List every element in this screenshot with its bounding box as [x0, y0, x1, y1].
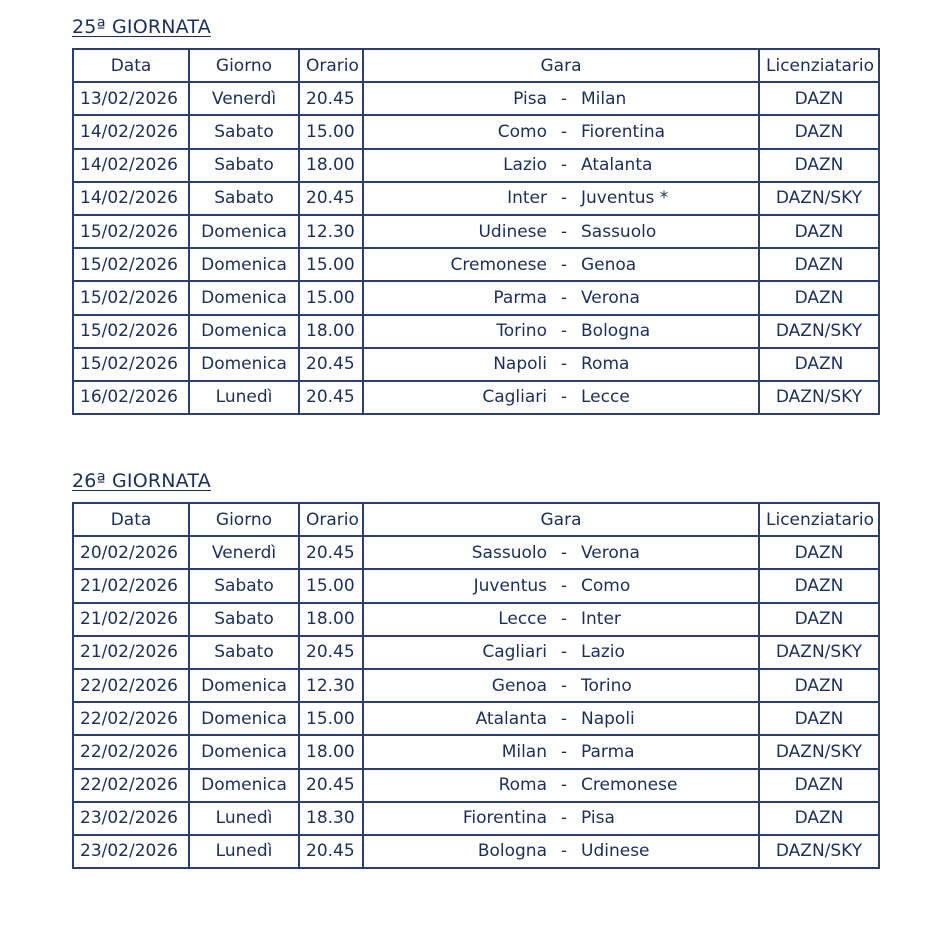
match-time: 12.30 — [299, 669, 363, 702]
match-broadcaster: DAZN — [759, 536, 879, 569]
match-separator: - — [560, 254, 568, 275]
schedule-table — [72, 502, 880, 869]
match-date: 22/02/2026 — [73, 669, 189, 702]
match-day: Lunedì — [189, 381, 299, 414]
away-team: Udinese — [581, 841, 650, 862]
match-separator: - — [560, 575, 568, 596]
match-day: Lunedì — [189, 802, 299, 835]
match-day: Sabato — [189, 115, 299, 148]
match-broadcaster: DAZN — [759, 248, 879, 281]
home-team: Lazio — [503, 155, 547, 176]
header-gara: Gara — [363, 503, 759, 536]
match-gara — [363, 569, 759, 602]
home-team: Cagliari — [482, 387, 547, 408]
match-date: 14/02/2026 — [73, 149, 189, 182]
match-broadcaster: DAZN — [759, 215, 879, 248]
match-gara — [363, 115, 759, 148]
header-row — [73, 49, 879, 82]
match-time: 15.00 — [299, 248, 363, 281]
header-row — [73, 503, 879, 536]
match-time: 12.30 — [299, 215, 363, 248]
match-day: Domenica — [189, 735, 299, 768]
match-gara — [363, 315, 759, 348]
match-day: Sabato — [189, 149, 299, 182]
match-separator: - — [560, 287, 568, 308]
match-date: 15/02/2026 — [73, 281, 189, 314]
away-team: Cremonese — [581, 775, 678, 796]
home-team: Udinese — [478, 221, 547, 242]
match-date: 15/02/2026 — [73, 248, 189, 281]
match-broadcaster: DAZN — [759, 669, 879, 702]
away-team: Lecce — [581, 387, 630, 408]
match-row — [73, 603, 879, 636]
match-separator: - — [560, 387, 568, 408]
match-separator: - — [560, 121, 568, 142]
match-separator: - — [560, 321, 568, 342]
match-time: 20.45 — [299, 381, 363, 414]
match-date: 14/02/2026 — [73, 182, 189, 215]
away-team: Como — [581, 575, 631, 596]
header-data: Data — [73, 503, 189, 536]
away-team: Milan — [581, 88, 627, 109]
match-gara — [363, 248, 759, 281]
header-licenziatario: Licenziatario — [759, 49, 879, 82]
match-row — [73, 381, 879, 414]
match-broadcaster: DAZN — [759, 702, 879, 735]
match-gara — [363, 702, 759, 735]
header-giorno: Giorno — [189, 49, 299, 82]
match-separator: - — [560, 221, 568, 242]
home-team: Milan — [501, 741, 547, 762]
match-time: 20.45 — [299, 348, 363, 381]
match-row — [73, 835, 879, 868]
home-team: Pisa — [513, 88, 547, 109]
home-team: Cremonese — [450, 254, 547, 275]
away-team: Parma — [581, 741, 635, 762]
match-separator: - — [560, 808, 568, 829]
home-team: Atalanta — [475, 708, 547, 729]
match-broadcaster: DAZN/SKY — [759, 381, 879, 414]
match-row — [73, 536, 879, 569]
match-separator: - — [560, 675, 568, 696]
away-team: Genoa — [581, 254, 637, 275]
match-time: 15.00 — [299, 281, 363, 314]
match-row — [73, 115, 879, 148]
away-team: Atalanta — [581, 155, 653, 176]
round-title: 26ª GIORNATA — [72, 470, 211, 492]
match-broadcaster: DAZN — [759, 769, 879, 802]
match-separator: - — [560, 155, 568, 176]
match-day: Domenica — [189, 669, 299, 702]
match-date: 22/02/2026 — [73, 702, 189, 735]
match-gara — [363, 603, 759, 636]
match-broadcaster: DAZN — [759, 115, 879, 148]
match-date: 21/02/2026 — [73, 636, 189, 669]
match-day: Domenica — [189, 281, 299, 314]
match-time: 20.45 — [299, 536, 363, 569]
match-time: 18.00 — [299, 735, 363, 768]
match-day: Sabato — [189, 636, 299, 669]
match-date: 13/02/2026 — [73, 82, 189, 115]
away-team: Lazio — [581, 642, 625, 663]
match-broadcaster: DAZN/SKY — [759, 636, 879, 669]
match-row — [73, 348, 879, 381]
match-date: 23/02/2026 — [73, 835, 189, 868]
match-row — [73, 702, 879, 735]
home-team: Como — [497, 121, 547, 142]
match-gara — [363, 381, 759, 414]
match-separator: - — [560, 642, 568, 663]
match-date: 23/02/2026 — [73, 802, 189, 835]
match-broadcaster: DAZN/SKY — [759, 735, 879, 768]
match-day: Domenica — [189, 315, 299, 348]
home-team: Lecce — [498, 609, 547, 630]
match-gara — [363, 182, 759, 215]
match-row — [73, 569, 879, 602]
match-day: Venerdì — [189, 536, 299, 569]
match-row — [73, 149, 879, 182]
match-date: 15/02/2026 — [73, 215, 189, 248]
match-separator: - — [560, 708, 568, 729]
home-team: Napoli — [493, 354, 547, 375]
match-separator: - — [560, 775, 568, 796]
match-time: 20.45 — [299, 769, 363, 802]
match-date: 22/02/2026 — [73, 769, 189, 802]
match-day: Sabato — [189, 569, 299, 602]
match-row — [73, 315, 879, 348]
home-team: Torino — [496, 321, 547, 342]
match-row — [73, 215, 879, 248]
match-row — [73, 82, 879, 115]
match-time: 20.45 — [299, 835, 363, 868]
match-date: 15/02/2026 — [73, 315, 189, 348]
home-team: Bologna — [477, 841, 547, 862]
away-team: Napoli — [581, 708, 635, 729]
header-giorno: Giorno — [189, 503, 299, 536]
away-team: Roma — [581, 354, 630, 375]
match-broadcaster: DAZN — [759, 348, 879, 381]
schedule-table — [72, 48, 880, 415]
away-team: Sassuolo — [581, 221, 657, 242]
away-team: Inter — [581, 609, 621, 630]
header-data: Data — [73, 49, 189, 82]
match-separator: - — [560, 354, 568, 375]
match-broadcaster: DAZN — [759, 281, 879, 314]
match-day: Domenica — [189, 769, 299, 802]
match-date: 21/02/2026 — [73, 603, 189, 636]
match-broadcaster: DAZN — [759, 603, 879, 636]
match-time: 18.00 — [299, 149, 363, 182]
match-gara — [363, 149, 759, 182]
match-day: Sabato — [189, 603, 299, 636]
match-time: 20.45 — [299, 182, 363, 215]
match-gara — [363, 215, 759, 248]
match-gara — [363, 735, 759, 768]
match-gara — [363, 281, 759, 314]
match-separator: - — [560, 841, 568, 862]
away-team: Fiorentina — [581, 121, 666, 142]
match-gara — [363, 769, 759, 802]
match-broadcaster: DAZN/SKY — [759, 315, 879, 348]
header-orario: Orario — [299, 49, 363, 82]
match-time: 15.00 — [299, 569, 363, 602]
match-separator: - — [560, 88, 568, 109]
match-row — [73, 182, 879, 215]
round-title: 25ª GIORNATA — [72, 16, 211, 38]
match-broadcaster: DAZN — [759, 569, 879, 602]
match-gara — [363, 536, 759, 569]
match-gara — [363, 835, 759, 868]
match-gara — [363, 669, 759, 702]
match-day: Venerdì — [189, 82, 299, 115]
match-time: 20.45 — [299, 82, 363, 115]
match-row — [73, 248, 879, 281]
match-time: 20.45 — [299, 636, 363, 669]
match-separator: - — [560, 542, 568, 563]
header-licenziatario: Licenziatario — [759, 503, 879, 536]
match-gara — [363, 802, 759, 835]
match-date: 21/02/2026 — [73, 569, 189, 602]
away-team: Torino — [581, 675, 632, 696]
home-team: Parma — [493, 287, 547, 308]
match-date: 22/02/2026 — [73, 735, 189, 768]
match-broadcaster: DAZN — [759, 802, 879, 835]
match-row — [73, 802, 879, 835]
match-row — [73, 769, 879, 802]
match-row — [73, 735, 879, 768]
match-time: 18.30 — [299, 802, 363, 835]
match-time: 15.00 — [299, 115, 363, 148]
match-separator: - — [560, 188, 568, 209]
match-separator: - — [560, 741, 568, 762]
away-team: Bologna — [581, 321, 651, 342]
home-team: Genoa — [491, 675, 547, 696]
match-broadcaster: DAZN — [759, 82, 879, 115]
match-row — [73, 669, 879, 702]
away-team: Pisa — [581, 808, 615, 829]
match-time: 15.00 — [299, 702, 363, 735]
home-team: Juventus — [473, 575, 547, 596]
home-team: Fiorentina — [462, 808, 547, 829]
match-broadcaster: DAZN/SKY — [759, 835, 879, 868]
home-team: Sassuolo — [471, 542, 547, 563]
match-row — [73, 281, 879, 314]
match-time: 18.00 — [299, 315, 363, 348]
match-separator: - — [560, 609, 568, 630]
match-broadcaster: DAZN — [759, 149, 879, 182]
home-team: Inter — [507, 188, 547, 209]
match-row — [73, 636, 879, 669]
match-broadcaster: DAZN/SKY — [759, 182, 879, 215]
away-team: Juventus * — [581, 188, 669, 209]
match-date: 20/02/2026 — [73, 536, 189, 569]
match-day: Domenica — [189, 702, 299, 735]
match-gara — [363, 82, 759, 115]
match-time: 18.00 — [299, 603, 363, 636]
match-day: Sabato — [189, 182, 299, 215]
match-date: 15/02/2026 — [73, 348, 189, 381]
match-date: 16/02/2026 — [73, 381, 189, 414]
match-day: Domenica — [189, 348, 299, 381]
home-team: Roma — [498, 775, 547, 796]
match-day: Domenica — [189, 215, 299, 248]
away-team: Verona — [581, 287, 640, 308]
match-gara — [363, 348, 759, 381]
header-orario: Orario — [299, 503, 363, 536]
match-day: Domenica — [189, 248, 299, 281]
match-date: 14/02/2026 — [73, 115, 189, 148]
match-day: Lunedì — [189, 835, 299, 868]
home-team: Cagliari — [482, 642, 547, 663]
header-gara: Gara — [363, 49, 759, 82]
match-gara — [363, 636, 759, 669]
away-team: Verona — [581, 542, 640, 563]
